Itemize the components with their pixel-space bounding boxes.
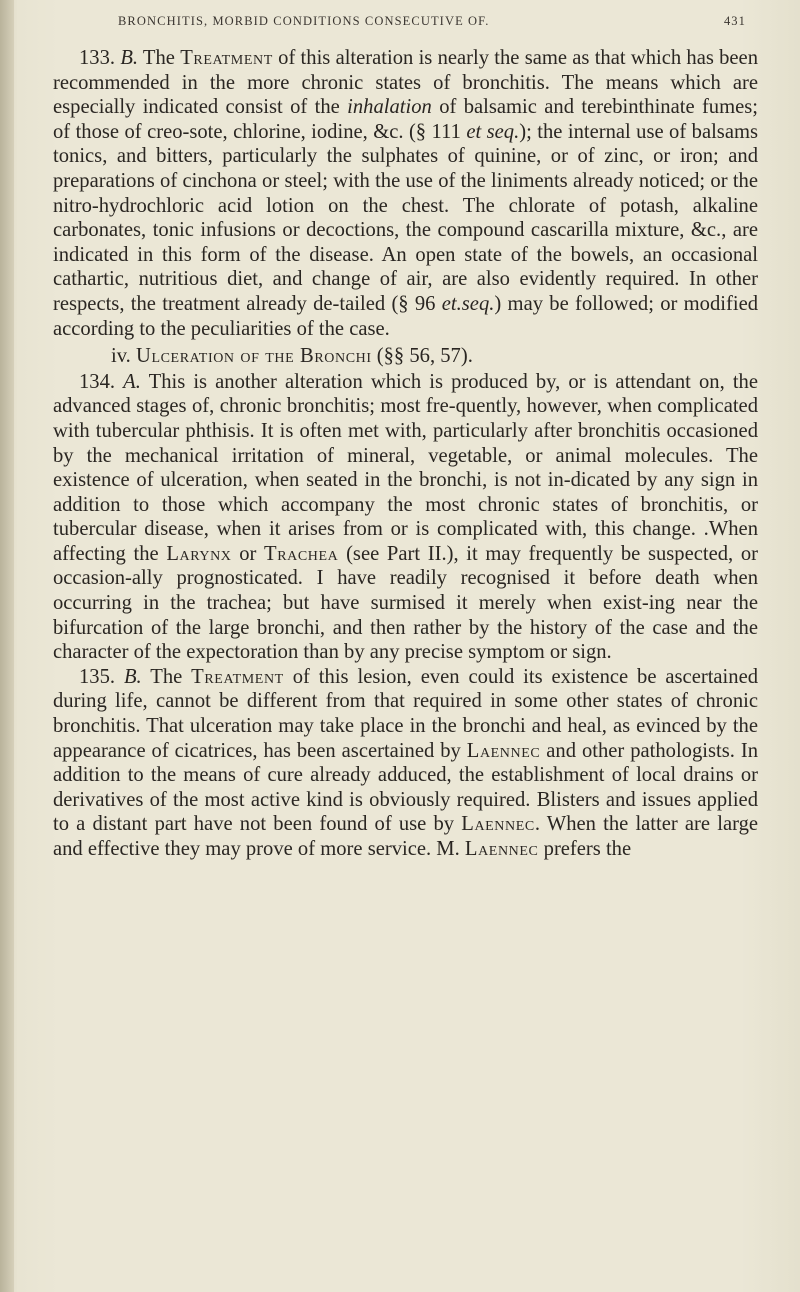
paragraph-number: 134. (79, 370, 116, 393)
page-number: 431 (723, 14, 746, 28)
body-text (53, 46, 758, 862)
paragraph-133: 133. B. The Treatment of this alteration is nearly the same as that which has been recommended in the more chronic states of bronchitis. The means which are especially indicated consist of the inhalation of balsamic and terebinthinate fumes; of those of creo-sote, chlorine, iodine, &c. (§ 111 et seq.); the internal use of balsams tonics, and bitters, particularly the sulphates of quinine, or of zinc, or iron; and preparations of cinchona or steel; with the use of the liniments already noticed; or the nitro-hydrochloric acid lotion on the chest. The chlorate of potash, alkaline carbonates, tonic infusions or decoctions, the compound cascarilla mixture, &c., are indicated in this form of the disease. An open state of the bowels, an occasional cathartic, nutritious diet, and change of air, are also evidently required. In other respects, the treatment already de-tailed (§ 96 et.seq.) may be followed; or modified according to the peculiarities of the case. (53, 47, 759, 340)
paragraph-number: 135. (79, 665, 116, 688)
paragraph-135: 135. B. The Treatment of this lesion, even could its existence be ascertained during life, cannot be different from that required in some other states of chronic bronchitis. That ulceration may take place in the bronchi and heal, as evinced by the appearance of cicatrices, has been ascertained by Laennec and other pathologists. In addition to the means of cure already adduced, the establishment of local drains or derivatives of the most active kind is obviously required. Blisters and issues applied to a distant part have not been found of use by Laennec. When the latter are large and effective they may prove of more service. M. Laennec prefers the (53, 665, 759, 860)
page-gutter-shadow (0, 0, 14, 1292)
subsection-letter: A. (123, 370, 141, 393)
section-heading-ulceration: iv. Ulceration of the Bronchi (§§ 56, 57). (111, 345, 473, 368)
treatment-label: Treatment (191, 665, 284, 688)
subsection-letter: B. (120, 47, 139, 69)
running-head (118, 10, 746, 34)
subsection-letter: B. (123, 665, 142, 688)
paragraph-134: 134. A. This is another alteration which is produced by, or is attendant on, the advanced stages of, chronic bronchitis; most fre-quently, however, when complicated with tubercular phthisis. It is often met with, particularly after bronchitis occasioned by the mechanical irritation of mineral, vegetable, or animal molecules. The existence of ulceration, when seated in the bronchi, is not in-dicated by any sign in addition to those which accompany the most chronic states of bronchitis, or tubercular disease, when it arises from or is complicated with, this change. .When affecting the Larynx or Trachea (see Part II.), it may frequently be suspected, or occasion-ally prognosticated. I have readily recognised it before death when occurring in the trachea; but have surmised it merely when exist-ing near the bifurcation of the large bronchi, and then rather by the history of the case and the character of the expectoration than by any precise symptom or sign. (53, 370, 759, 664)
paragraph-number: 133. (79, 47, 116, 69)
treatment-label: Treatment (180, 47, 273, 69)
section-heading-label: Ulceration of the Bronchi (136, 345, 372, 368)
running-head-title: BRONCHITIS, MORBID CONDITIONS CONSECUTIVE OF. (118, 14, 490, 28)
